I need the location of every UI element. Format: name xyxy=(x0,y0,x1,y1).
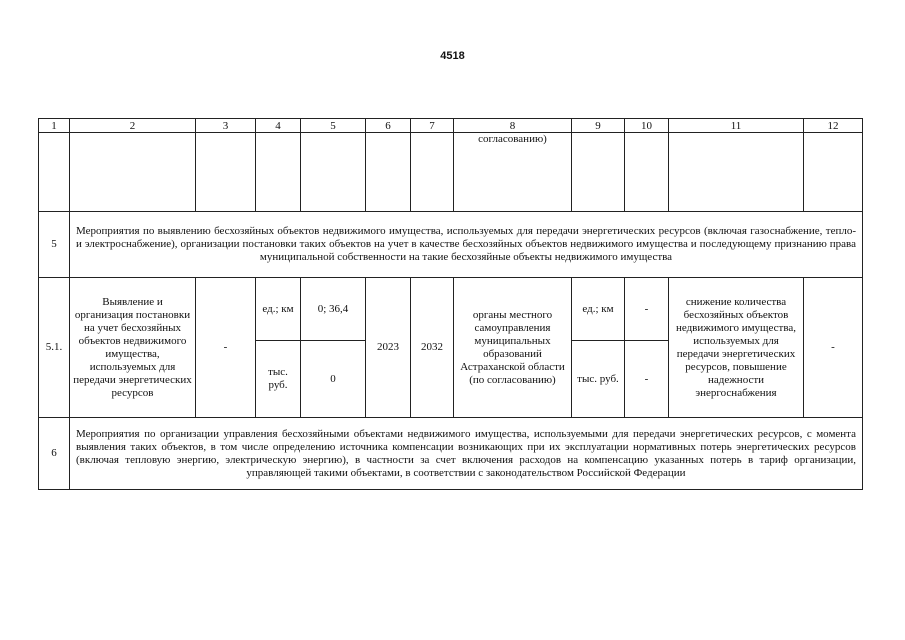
row-5-1-col3: - xyxy=(196,278,256,418)
row-5-1-name: Выявление и организация постановки на учет бесхозяйных объектов недвижимого имущества, используемых для передачи энергетических ресурсов xyxy=(70,278,196,418)
row-5-1-executor: органы местного самоуправления муниципальных образований Астраханской области (по согласованию) xyxy=(454,278,572,418)
col-header-11: 11 xyxy=(669,119,804,133)
col-header-5: 5 xyxy=(301,119,366,133)
col-header-1: 1 xyxy=(39,119,70,133)
section-6-number: 6 xyxy=(39,418,70,490)
col-header-10: 10 xyxy=(625,119,669,133)
section-5-number: 5 xyxy=(39,212,70,278)
col-header-12: 12 xyxy=(804,119,863,133)
row-5-1-year-end: 2032 xyxy=(411,278,454,418)
row-5-1-unit-1: ед.; км xyxy=(256,278,301,341)
col-header-3: 3 xyxy=(196,119,256,133)
row-5-1 xyxy=(39,278,863,341)
row-5-1-number: 5.1. xyxy=(39,278,70,418)
continuation-row xyxy=(39,133,863,212)
row-5-1-indicator-value-2: - xyxy=(625,341,669,418)
col-header-8: 8 xyxy=(454,119,572,133)
row-5-1-year-start: 2023 xyxy=(366,278,411,418)
page-number: 4518 xyxy=(440,50,465,62)
column-numbers-row xyxy=(39,119,863,133)
row-5-1-value-1: 0; 36,4 xyxy=(301,278,366,341)
row-5-1-result: снижение количества бесхозяйных объектов недвижимого имущества, используемых для передачи энергетических ресурсов, повышение надежности энергоснабжения xyxy=(669,278,804,418)
row-5-1-indicator-value-1: - xyxy=(625,278,669,341)
col-header-2: 2 xyxy=(70,119,196,133)
row-5-1-indicator-unit-1: ед.; км xyxy=(572,278,625,341)
row-5-1-indicator-unit-2: тыс. руб. xyxy=(572,341,625,418)
section-5-title: Мероприятия по выявлению бесхозяйных объектов недвижимого имущества, используемых для передачи энергетических ресурсов (включая газоснабжение, тепло- и электроснабжение), организации постановки таких объектов на учет в качестве бесхозяйных объектов недвижимого имущества и последующему признанию права муниципальной собственности на такие бесхозяйные объекты недвижимого имущества xyxy=(70,212,863,278)
col-header-6: 6 xyxy=(366,119,411,133)
row-5-1-unit-2: тыс. руб. xyxy=(256,341,301,418)
row-5-1-col12: - xyxy=(804,278,863,418)
col-header-9: 9 xyxy=(572,119,625,133)
col-header-4: 4 xyxy=(256,119,301,133)
col-header-7: 7 xyxy=(411,119,454,133)
section-6-title: Мероприятия по организации управления бесхозяйными объектами недвижимого имущества, используемыми для передачи энергетических ресурсов, с момента выявления таких объектов, в том числе определению источника компенсации возникающих при их эксплуатации нормативных потерь энергетических ресурсов (включая тепловую энергию, электрическую энергию), в частности за счет включения расходов на компенсацию указанных потерь в тариф организации, управляющей такими объектами, в соответствии с законодательством Российской Федерации xyxy=(70,418,863,490)
row-5-1-value-2: 0 xyxy=(301,341,366,418)
section-5-row xyxy=(39,212,863,278)
program-table xyxy=(38,118,863,490)
continuation-text: согласованию) xyxy=(454,133,572,212)
section-6-row xyxy=(39,418,863,490)
